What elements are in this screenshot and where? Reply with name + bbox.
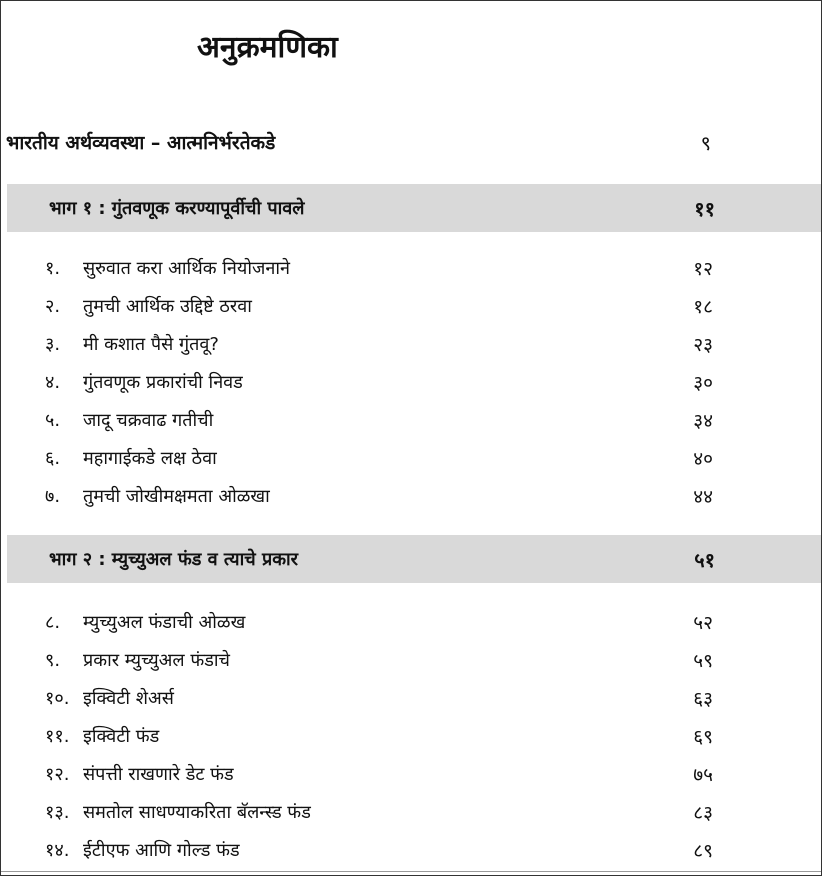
chapter-page-number: ६९: [693, 726, 713, 748]
chapter-number: १४.: [45, 840, 70, 861]
chapter-title: इक्विटी फंड: [83, 726, 160, 747]
chapter-number: ५.: [45, 410, 61, 431]
part-1-header: [7, 184, 821, 232]
chapter-row: [45, 607, 713, 637]
chapter-row: [45, 481, 713, 511]
chapter-title: सुरुवात करा आर्थिक नियोजनाने: [83, 258, 291, 279]
chapter-page-number: ३०: [693, 372, 713, 394]
part-2-header: [7, 535, 821, 583]
chapter-row: [45, 759, 713, 789]
chapter-number: १२.: [45, 764, 70, 785]
chapter-title: तुमची आर्थिक उद्दिष्टे ठरवा: [83, 296, 252, 317]
chapter-row: [45, 291, 713, 321]
chapter-page-number: ५२: [693, 612, 713, 634]
chapter-title: संपत्ती राखणारे डेट फंड: [83, 764, 234, 785]
chapter-number: ९.: [45, 650, 61, 671]
chapter-title: गुंतवणूक प्रकारांची निवड: [83, 372, 243, 393]
part-1-label: भाग १ : गुंतवणूक करण्यापूर्वीची पावले: [49, 198, 305, 219]
part-1-page-number: ११: [694, 196, 715, 221]
chapter-number: ८.: [45, 612, 61, 633]
intro-page-number: ९: [700, 130, 711, 155]
chapter-number: २.: [45, 296, 61, 317]
chapter-number: ११.: [45, 726, 70, 747]
chapter-title: ईटीएफ आणि गोल्ड फंड: [83, 840, 240, 861]
page-title: अनुक्रमणिका: [197, 30, 338, 65]
chapter-number: ४.: [45, 372, 61, 393]
chapter-row: [45, 329, 713, 359]
chapter-page-number: ४४: [693, 486, 713, 508]
chapter-title: समतोल साधण्याकरिता बॅलन्स्ड फंड: [83, 802, 311, 823]
chapter-page-number: १२: [693, 258, 713, 280]
chapter-page-number: २३: [693, 334, 713, 356]
chapter-page-number: ८९: [693, 840, 713, 862]
bottom-rule: [1, 871, 821, 875]
toc-intro-entry: [6, 125, 711, 159]
chapter-row: [45, 253, 713, 283]
chapter-row: [45, 683, 713, 713]
chapter-page-number: ७५: [693, 764, 713, 786]
chapter-title: जादू चक्रवाढ गतीची: [83, 410, 214, 431]
chapter-row: [45, 645, 713, 675]
chapter-number: १०.: [45, 688, 70, 709]
chapter-title: इक्विटी शेअर्स: [83, 688, 174, 709]
chapter-number: १३.: [45, 802, 70, 823]
chapter-row: [45, 405, 713, 435]
chapter-title: मी कशात पैसे गुंतवू?: [83, 334, 219, 355]
chapter-number: ३.: [45, 334, 61, 355]
chapter-row: [45, 367, 713, 397]
part-2-page-number: ५१: [694, 547, 715, 572]
chapter-page-number: ४०: [693, 448, 713, 470]
chapter-title: तुमची जोखीमक्षमता ओळखा: [83, 486, 270, 507]
chapter-page-number: ६३: [693, 688, 713, 710]
chapter-number: ६.: [45, 448, 61, 469]
chapter-row: [45, 721, 713, 751]
chapter-title: म्युच्युअल फंडाची ओळख: [83, 612, 246, 633]
chapter-row: [45, 835, 713, 865]
chapter-page-number: ५९: [693, 650, 713, 672]
chapter-number: १.: [45, 258, 61, 279]
part-2-label: भाग २ : म्युच्युअल फंड व त्याचे प्रकार: [49, 549, 299, 570]
chapter-page-number: ८३: [693, 802, 713, 824]
intro-label: भारतीय अर्थव्यवस्था – आत्मनिर्भरतेकडे: [6, 132, 276, 154]
chapter-row: [45, 797, 713, 827]
chapter-number: ७.: [45, 486, 61, 507]
chapter-row: [45, 443, 713, 473]
chapter-page-number: १८: [693, 296, 713, 318]
chapter-page-number: ३४: [693, 410, 713, 432]
chapter-title: प्रकार म्युच्युअल फंडाचे: [83, 650, 230, 671]
chapter-title: महागाईकडे लक्ष ठेवा: [83, 448, 217, 469]
